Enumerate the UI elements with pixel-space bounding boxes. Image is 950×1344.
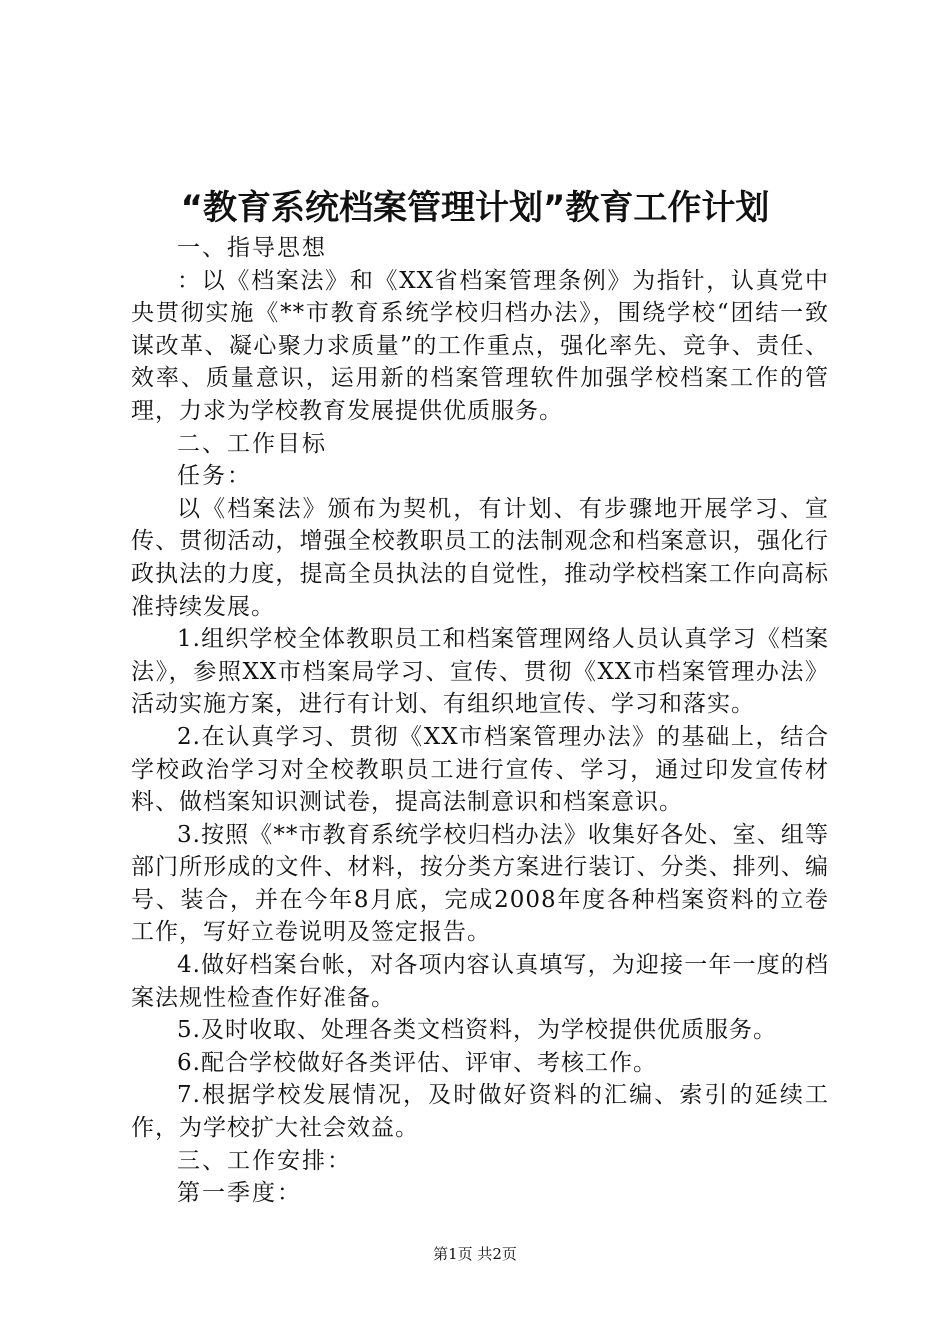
document-title: “教育系统档案管理计划”教育工作计划 [180,188,770,228]
page-number-footer: 第1页 共2页 [433,1245,517,1263]
section-heading-work-arrangement: 三、工作安排： [177,1147,352,1174]
section-heading-work-goals: 二、工作目标 [177,430,327,457]
list-item-3: 3.按照《**市教育系统学校归档办法》收集好各处、室、组等部门所形成的文件、材料，按分类方案进行装订、分类、排列、编号、装合，并在今年8月底，完成2008年度各种档案资料的立卷工作，写好立卷说明及签定报告。 [131,821,829,946]
subheading-first-quarter: 第一季度： [177,1180,302,1207]
list-item-5: 5.及时收取、处理各类文档资料，为学校提供优质服务。 [177,1017,777,1044]
list-item-7: 7.根据学校发展情况，及时做好资料的汇编、索引的延续工作，为学校扩大社会效益。 [131,1082,829,1142]
paragraph-guiding-thought: ：以《档案法》和《XX省档案管理条例》为指针，认真党中央贯彻实施《**市教育系统学校归档办法》，围绕学校“团结一致谋改革、凝心聚力求质量”的工作重点，强化率先、竞争、责任、效率、质量意识，运用新的档案管理软件加强学校档案工作的管理，力求为学校教育发展提供优质服务。 [131,267,829,424]
document-body [131,232,829,1210]
list-item-1: 1.组织学校全体教职员工和档案管理网络人员认真学习《档案法》，参照XX市档案局学习、宣传、贯彻《XX市档案管理办法》活动实施方案，进行有计划、有组织地宣传、学习和落实。 [131,626,829,718]
list-item-4: 4.做好档案台帐，对各项内容认真填写，为迎接一年一度的档案法规性检查作好准备。 [131,952,829,1011]
list-item-2: 2.在认真学习、贯彻《XX市档案管理办法》的基础上，结合学校政治学习对全校教职员工进行宣传、学习，通过印发宣传材料、做档案知识测试卷，提高法制意识和档案意识。 [131,723,829,816]
list-item-6: 6.配合学校做好各类评估、评审、考核工作。 [177,1049,657,1076]
paragraph-tasks-intro: 以《档案法》颁布为契机，有计划、有步骤地开展学习、宣传、贯彻活动，增强全校教职员工的法制观念和档案意识，强化行政执法的力度，提高全员执法的自觉性，推动学校档案工作向高标准持续发展。 [131,495,829,620]
subheading-tasks: 任务： [177,463,252,490]
section-heading-guiding-thought: 一、指导思想 [177,235,327,261]
